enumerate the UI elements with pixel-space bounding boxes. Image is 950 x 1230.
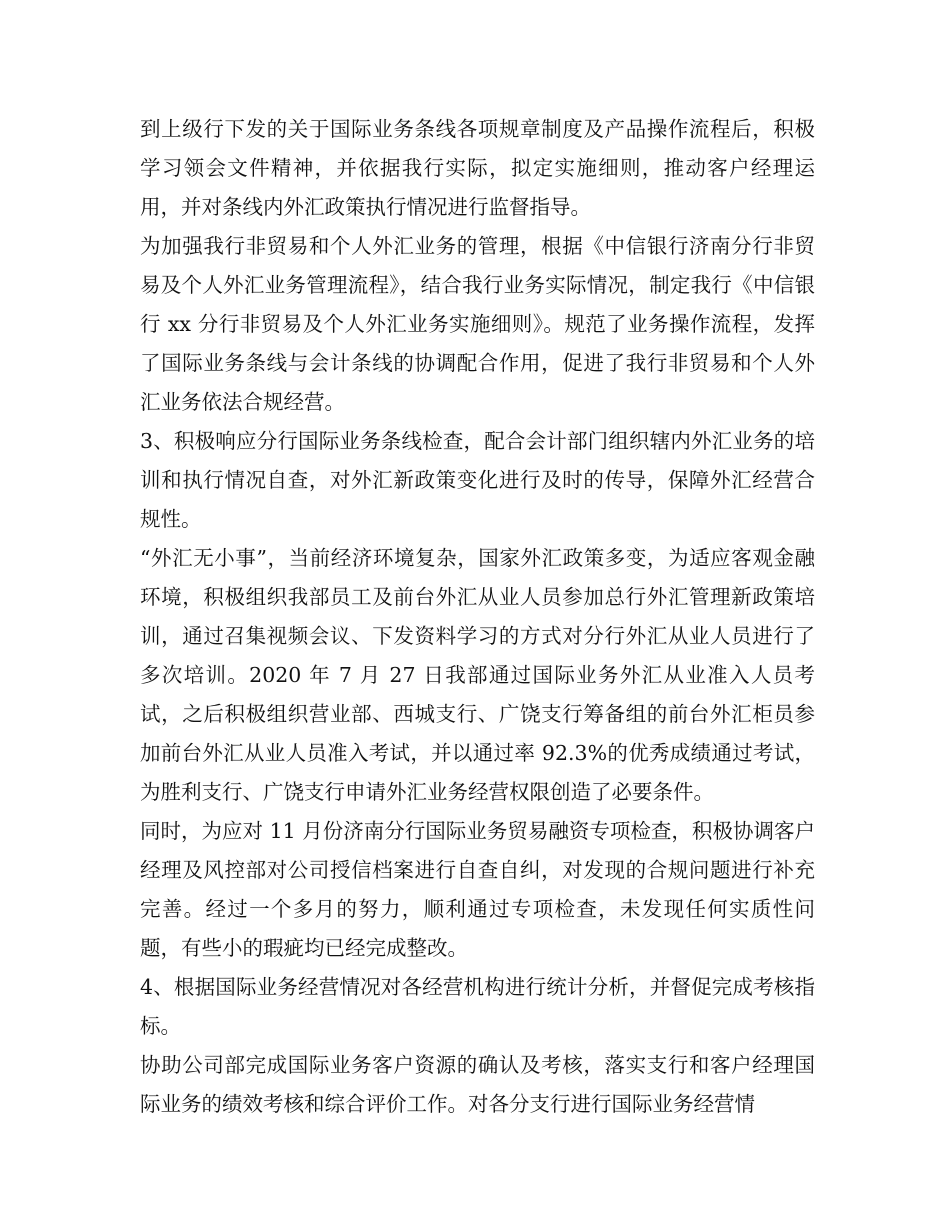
paragraph-2: 为加强我行非贸易和个人外汇业务的管理，根据《中信银行济南分行非贸易及个人外汇业务管理流程》，结合我行业务实际情况，制定我行《中信银行 xx 分行非贸易及个人外汇业务实施细则》。规范了业务操作流程，发挥了国际业务条线与会计条线的协调配合作用，促进了我行非贸易和个人外汇业务依法合规经营。 (140, 234, 815, 414)
document-body (140, 110, 815, 1124)
paragraph-4: “外汇无小事”，当前经济环境复杂，国家外汇政策多变，为适应客观金融环境，积极组织我部员工及前台外汇从业人员参加总行外汇管理新政策培训，通过召集视频会议、下发资料学习的方式对分行外汇从业人员进行了多次培训。2020 年 7 月 27 日我部通过国际业务外汇从业准入人员考试，之后积极组织营业部、西城支行、广饶支行筹备组的前台外汇柜员参加前台外汇从业人员准入考试，并以通过率 92.3%的优秀成绩通过考试，为胜利支行、广饶支行申请外汇业务经营权限创造了必要条件。 (140, 546, 815, 804)
paragraph-1: 到上级行下发的关于国际业务条线各项规章制度及产品操作流程后，积极学习领会文件精神，并依据我行实际，拟定实施细则，推动客户经理运用，并对条线内外汇政策执行情况进行监督指导。 (140, 117, 815, 219)
paragraph-6: 4、根据国际业务经营情况对各经营机构进行统计分析，并督促完成考核指标。 (140, 975, 815, 1038)
paragraph-7: 协助公司部完成国际业务客户资源的确认及考核，落实支行和客户经理国际业务的绩效考核和综合评价工作。对各分支行进行国际业务经营情 (140, 1053, 815, 1116)
paragraph-5: 同时，为应对 11 月份济南分行国际业务贸易融资专项检查，积极协调客户经理及风控部对公司授信档案进行自查自纠，对发现的合规问题进行补充完善。经过一个多月的努力，顺利通过专项检查，未发现任何实质性问题，有些小的瑕疵均已经完成整改。 (140, 819, 815, 960)
paragraph-3: 3、积极响应分行国际业务条线检查，配合会计部门组织辖内外汇业务的培训和执行情况自查，对外汇新政策变化进行及时的传导，保障外汇经营合规性。 (140, 429, 815, 531)
